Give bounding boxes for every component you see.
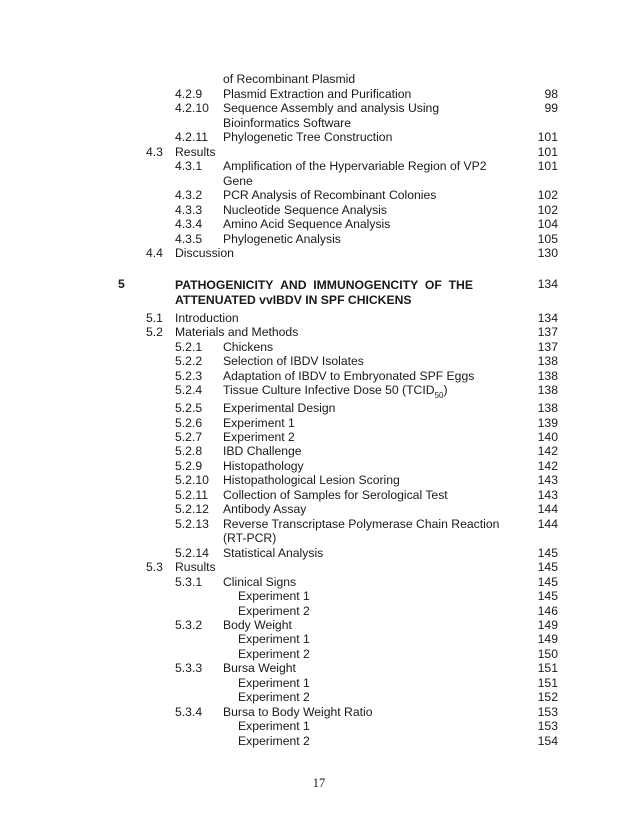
toc-page: 140 [537,430,558,444]
toc-title: Nucleotide Sequence Analysis [223,203,387,217]
toc-title: Experiment 1 [223,416,295,430]
toc-page: 151 [537,661,558,675]
toc-number: 5.3 [146,560,163,574]
toc-page: 152 [537,690,558,704]
toc-title: Gene [223,174,253,188]
toc-page: 105 [537,232,558,246]
chapter-title-line1 [175,278,473,292]
chapter-number: 5 [118,277,125,291]
toc-page: 143 [537,488,558,502]
toc-title: Antibody Assay [223,502,307,516]
toc-page: 145 [537,546,558,560]
toc-number: 4.4 [146,246,163,260]
toc-title: Sequence Assembly and analysis Using [223,101,440,115]
toc-number: 4.3.1 [175,159,203,173]
toc-number: 5.2.6 [175,416,203,430]
toc-title: Experiment 1 [238,589,310,603]
toc-title: Statistical Analysis [223,546,324,560]
toc-page: 138 [537,369,558,383]
toc-title: Tissue Culture Infective Dose 50 $(TCID_{50})$ [223,383,448,400]
chapter-title-line2: ATTENUATED vvIBDV IN SPF CHICKENS [175,293,412,307]
toc-number: 5.2.2 [175,354,203,368]
toc-page: 137 [537,340,558,354]
toc-page: 149 [537,632,558,646]
toc-title: Experiment 1 [238,676,310,690]
toc-page: 139 [537,416,558,430]
toc-title: PCR Analysis of Recombinant Colonies [223,188,437,202]
toc-page: 145 [537,560,558,574]
toc-number: 4.2.9 [175,87,203,101]
toc-number: 4.3.5 [175,232,203,246]
toc-page: 144 [537,502,558,516]
toc-title: Histopathology [223,459,304,473]
toc-title: of Recombinant Plasmid [223,72,356,86]
toc-title: Body Weight [223,618,292,632]
toc-page: 98 [544,87,558,101]
toc-title: Experiment 1 [238,632,310,646]
toc-page: 150 [537,647,558,661]
toc-title: Amino Acid Sequence Analysis [223,217,391,231]
toc-number: 5.2.12 [175,502,209,516]
toc-number: 5.2.3 [175,369,203,383]
toc-page: 137 [537,325,558,339]
toc-number: 5.1 [146,311,163,325]
toc-page: 102 [537,188,558,202]
toc-title: Phylogenetic Analysis [223,232,341,246]
toc-page: 146 [537,604,558,618]
toc-title: Experiment 2 [238,734,310,748]
toc-title: IBD Challenge [223,444,302,458]
chapter-title-word: AND [280,278,307,292]
toc-number: 4.2.10 [175,101,209,115]
toc-number: 5.2.7 [175,430,203,444]
toc-page: 154 [537,734,558,748]
toc-number: 4.3 [146,145,163,159]
toc-page: 104 [537,217,558,231]
toc-title: Reverse Transcriptase Polymerase Chain Reaction [223,517,500,531]
toc-page: 143 [537,473,558,487]
chapter-title-word: IMMUNOGENCITY [313,278,419,292]
chapter-title-word: OF [424,278,442,292]
toc-page: 144 [537,517,558,531]
toc-page: 153 [537,705,558,719]
toc-title: (RT-PCR) [223,531,277,545]
toc-number: 5.2 [146,325,163,339]
toc-title: Rusults [175,560,216,574]
toc-title: Plasmid Extraction and Purification [223,87,412,101]
toc-number: 5.2.10 [175,473,209,487]
toc-number: 5.3.3 [175,661,203,675]
page-number: 17 [312,776,326,790]
toc-title: Experiment 2 [238,647,310,661]
toc-number: 5.2.13 [175,517,209,531]
toc-page: 153 [537,719,558,733]
toc-page: 138 [537,401,558,415]
toc-title: Experiment 1 [238,719,310,733]
toc-page: 134 [537,311,558,325]
toc-title: Chickens [223,340,274,354]
toc-page: 151 [537,676,558,690]
toc-number: 4.2.11 [175,130,208,144]
toc-title: Experiment 2 [238,690,310,704]
toc-title: Adaptation of IBDV to Embryonated SPF Eggs [223,369,475,383]
toc-page: 145 [537,575,558,589]
toc-title: Experiment 2 [223,430,295,444]
toc-page: 130 [537,246,558,260]
toc-number: 4.3.4 [175,217,203,231]
toc-number: 5.2.1 [175,340,203,354]
toc-title: Amplification of the Hypervariable Region of VP2 [223,159,487,173]
toc-number: 5.2.11 [175,488,208,502]
toc-page: 142 [537,444,558,458]
toc-title: Discussion [175,246,234,260]
toc-title: Introduction [175,311,239,325]
toc-number: 5.3.2 [175,618,203,632]
toc-page: 101 [537,159,558,173]
toc-title: Histopathological Lesion Scoring [223,473,400,487]
toc-title: Bursa Weight [223,661,296,675]
toc-number: 4.3.3 [175,203,203,217]
toc-page: 101 [537,145,558,159]
chapter-page: 134 [537,277,558,291]
toc-page: 149 [537,618,558,632]
toc-title: Materials and Methods [175,325,299,339]
toc-number: 5.2.5 [175,401,203,415]
toc-page: 145 [537,589,558,603]
toc-title: Bioinformatics Software [223,116,352,130]
toc-page: 102 [537,203,558,217]
chapter-title-word: THE [448,278,473,292]
toc-number: 5.3.4 [175,705,203,719]
toc-page: 101 [537,130,558,144]
toc-number: 5.2.14 [175,546,209,560]
toc-number: 4.3.2 [175,188,203,202]
toc-title: Bursa to Body Weight Ratio [223,705,373,719]
toc-page: 138 [537,354,558,368]
toc-number: 5.2.4 [175,383,203,397]
toc-page: 99 [544,101,558,115]
toc-title: Clinical Signs [223,575,297,589]
toc-title: Experiment 2 [238,604,310,618]
toc-number: 5.2.8 [175,444,203,458]
toc-title: Selection of IBDV Isolates [223,354,364,368]
toc-page: 142 [537,459,558,473]
toc-title: Phylogenetic Tree Construction [223,130,393,144]
toc-number: 5.2.9 [175,459,203,473]
toc-title: Results [175,145,216,159]
toc-number: 5.3.1 [175,575,203,589]
toc-title: Experimental Design [223,401,336,415]
toc-title: Collection of Samples for Serological Test [223,488,448,502]
chapter-title-word: PATHOGENICITY [175,278,274,292]
toc-page: 138 [537,383,558,397]
